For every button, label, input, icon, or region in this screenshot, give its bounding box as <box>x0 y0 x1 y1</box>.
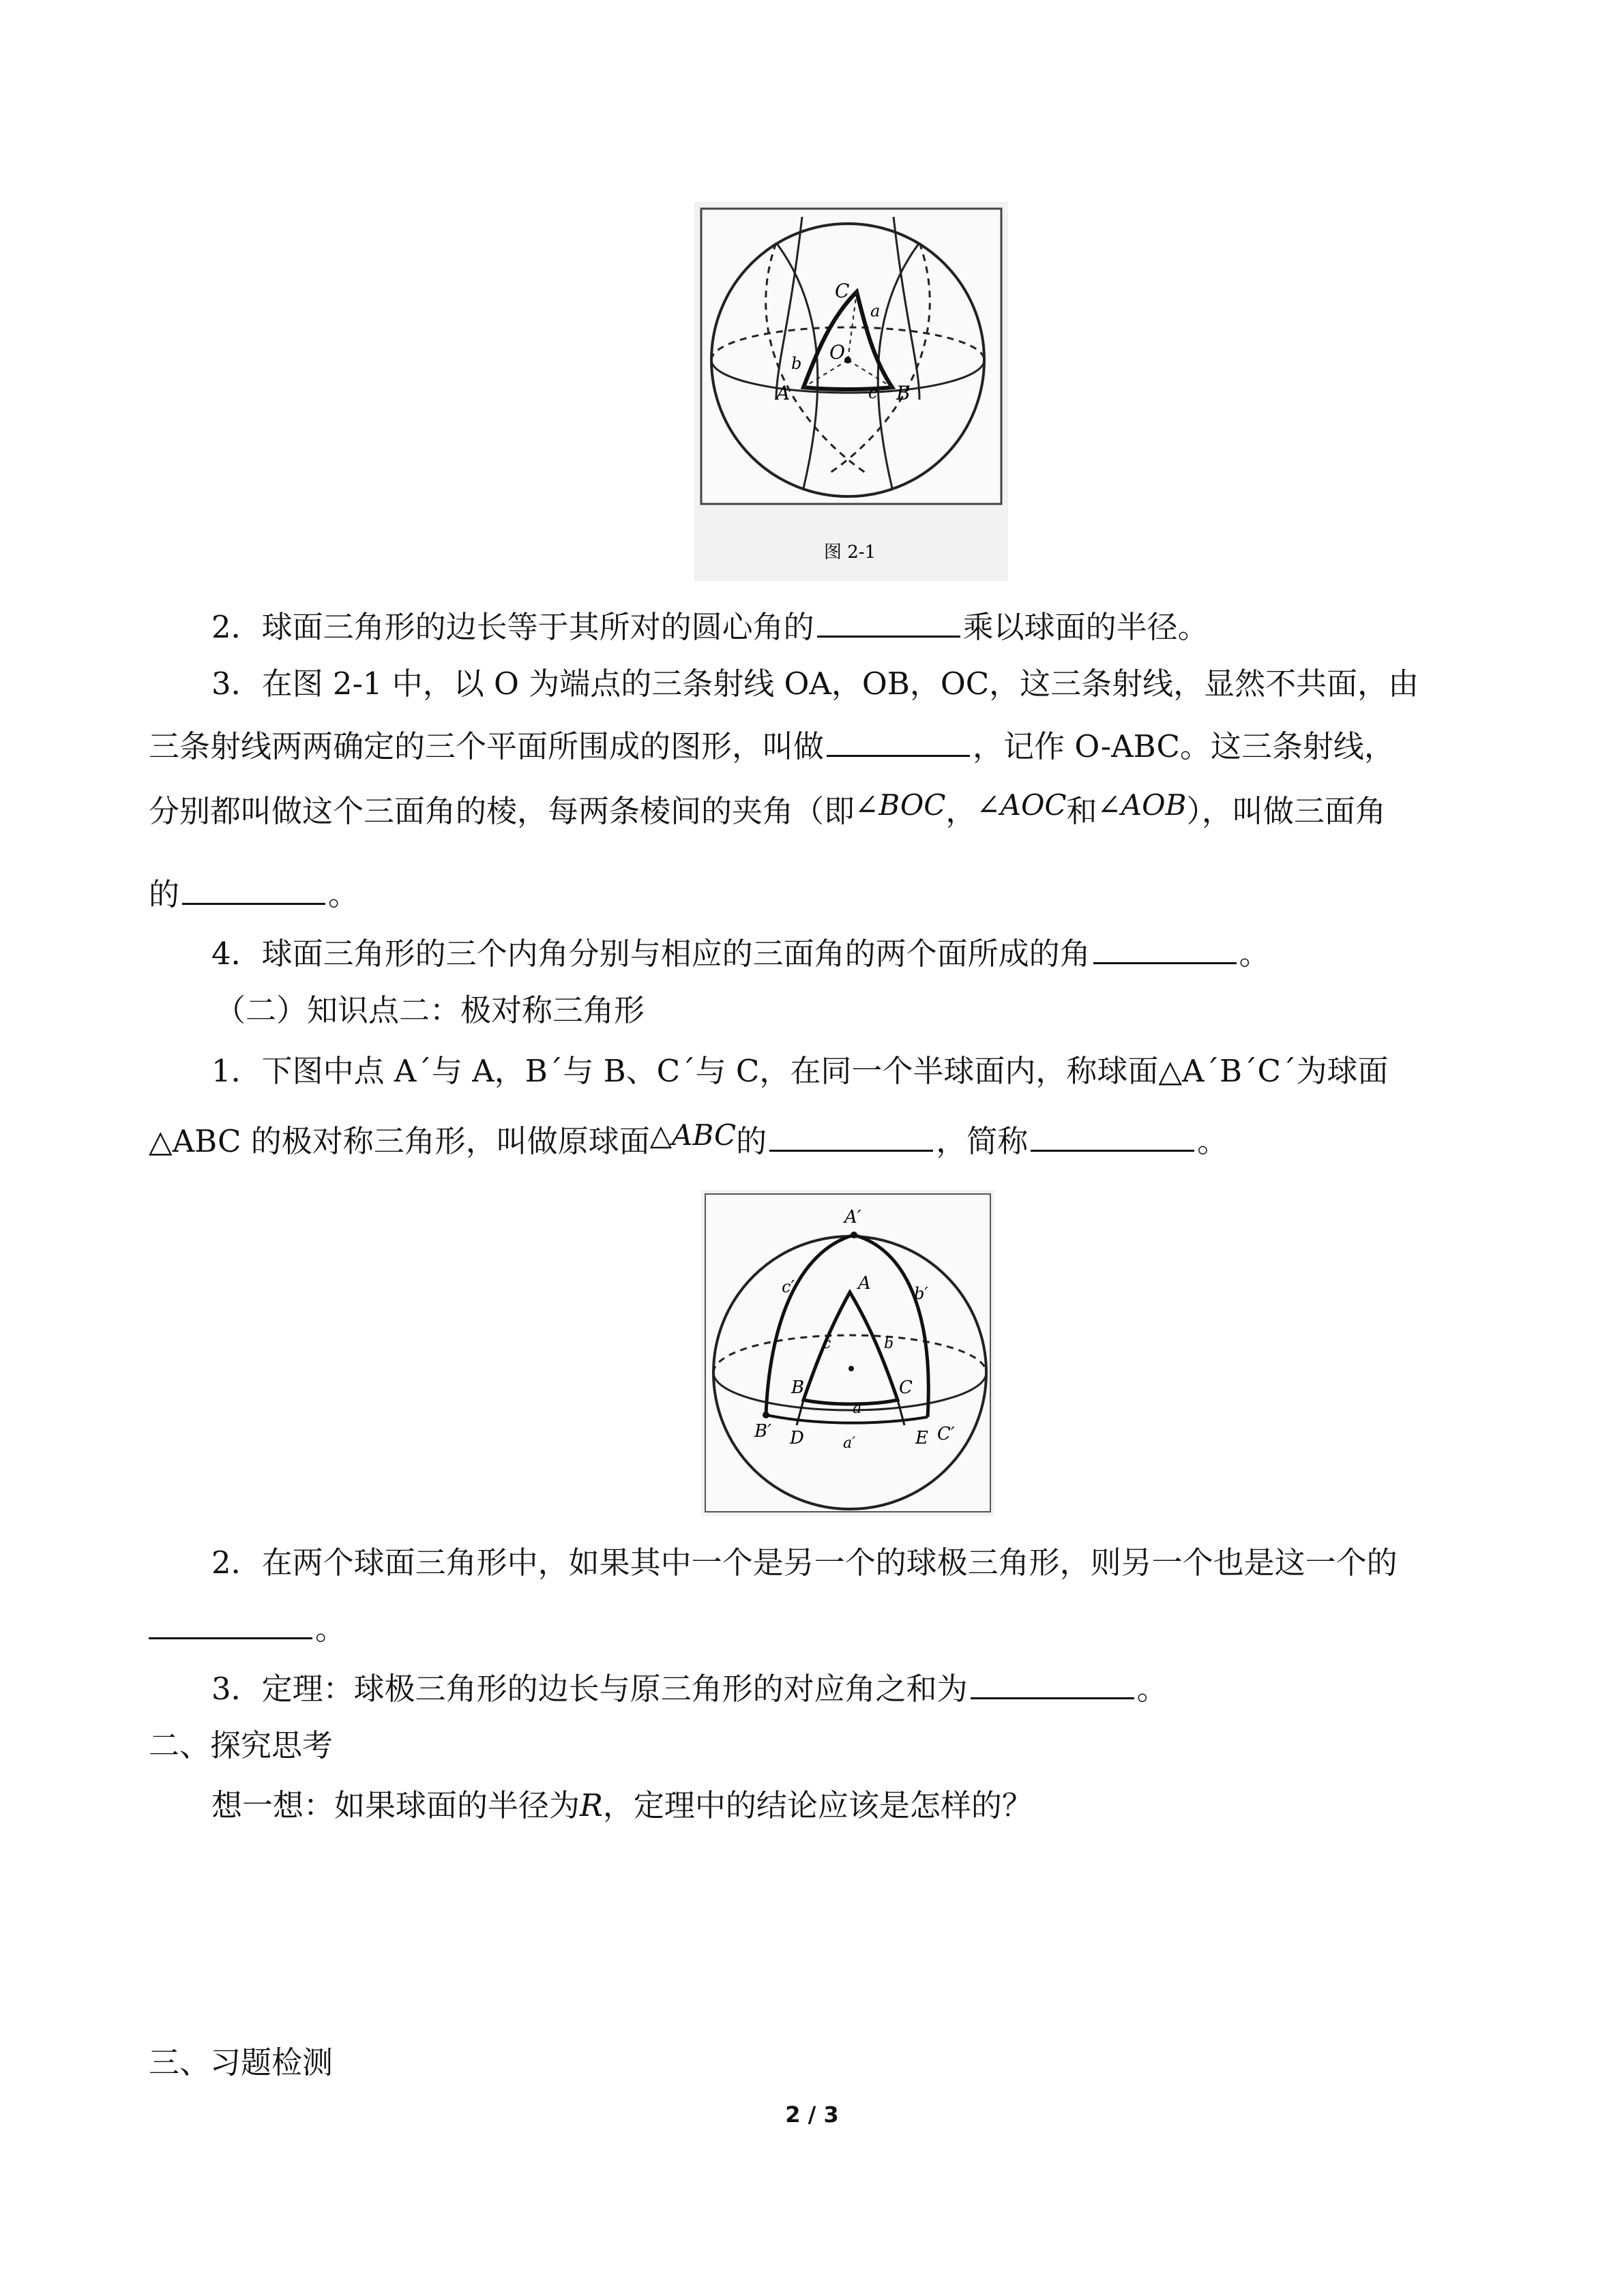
s2-item2-line1: 2．在两个球面三角形中，如果其中一个是另一个的球极三角形，则另一个也是这一个的 <box>211 1545 1398 1581</box>
fig2-label-B: B <box>791 1377 805 1398</box>
s1-item4: 4．球面三角形的三个内角分别与相应的三面角的两个面所成的角 。 <box>211 931 1548 974</box>
blank-s1-item2[interactable] <box>817 604 960 638</box>
fig2-label-C-prime: C′ <box>937 1424 955 1444</box>
s1-item2: 2．球面三角形的边长等于其所对的圆心角的 乘以球面的半径。 <box>211 604 1548 648</box>
math-angle-aoc: ∠AOC <box>976 788 1067 822</box>
blank-s1-item3a[interactable] <box>827 724 970 757</box>
fig1-label-B: B <box>896 382 911 404</box>
figure-polar-triangle <box>701 1190 994 1516</box>
var-R: R <box>580 1787 603 1823</box>
fig2-label-b-prime: b′ <box>914 1284 928 1303</box>
blank-s2-item1b[interactable] <box>1031 1118 1194 1152</box>
s2-item1-line2: △ABC 的极对称三角形，叫做原球面△ABC的 ，简称 。 <box>149 1118 1228 1159</box>
blank-s2-item2[interactable] <box>149 1606 312 1639</box>
s1-item3-line2: 三条射线两两确定的三个平面所围成的图形，叫做 ，记作 O-ABC。这三条射线， <box>149 724 1486 767</box>
fig1-label-O: O <box>829 341 845 363</box>
blank-s2-item1a[interactable] <box>769 1118 933 1152</box>
fig1-label-c: c <box>868 383 878 402</box>
math-angle-aob: ∠AOB <box>1097 788 1187 822</box>
blank-s2-item3[interactable] <box>971 1666 1134 1699</box>
fig2-label-a-prime: a′ <box>843 1435 856 1452</box>
blank-s1-item4[interactable] <box>1093 931 1237 964</box>
figure-2-1 <box>694 202 1008 581</box>
fig2-label-E: E <box>915 1428 928 1448</box>
s2-item3: 3．定理：球极三角形的边长与原三角形的对应角之和为 。 <box>211 1666 1548 1710</box>
fig2-label-a: a <box>853 1400 862 1417</box>
math-angle-boc: ∠BOC <box>855 788 946 822</box>
fig1-label-a: a <box>870 301 881 320</box>
part2-question: 想一想：如果球面的半径为R，定理中的结论应该是怎样的？ <box>211 1787 1033 1823</box>
page-number: 2 / 3 <box>785 2102 839 2128</box>
part2-heading: 二、探究思考 <box>149 1727 334 1763</box>
s2-item1-line1: 1．下图中点 A´与 A，B´与 B、C´与 C，在同一个半球面内，称球面△A´B´C´为球面 <box>211 1053 1389 1089</box>
fig1-label-C: C <box>835 280 850 302</box>
fig2-label-c-prime: c′ <box>782 1277 795 1296</box>
fig2-label-A-prime: A′ <box>844 1207 861 1227</box>
s2-item2-line2: 。 <box>149 1606 1486 1650</box>
fig1-label-A: A <box>776 382 791 404</box>
fig1-caption: 图 2-1 <box>824 542 876 563</box>
s1-item3-line4: 的 。 <box>149 871 1486 915</box>
fig2-label-b: b <box>884 1335 894 1352</box>
blank-s1-item3b[interactable] <box>182 871 325 905</box>
fig2-label-A: A <box>858 1273 871 1294</box>
s1-item3-line3: 分别都叫做这个三面角的棱，每两条棱间的夹角（即∠BOC，∠AOC和∠AOB），叫做三面角 <box>149 788 1386 829</box>
fig2-label-B-prime: B′ <box>754 1421 772 1442</box>
s1-item3-line1: 3．在图 2-1 中，以 O 为端点的三条射线 OA，OB，OC，这三条射线，显然不共面，由 <box>211 666 1419 702</box>
fig2-label-c: c <box>823 1335 831 1352</box>
fig2-label-D: D <box>790 1428 804 1448</box>
s2-heading: （二）知识点二：极对称三角形 <box>215 992 645 1028</box>
fig1-label-b: b <box>791 354 802 373</box>
fig2-label-C: C <box>899 1377 913 1398</box>
part3-heading: 三、习题检测 <box>149 2044 334 2081</box>
math-triangle-abc: △ABC <box>649 1118 737 1152</box>
